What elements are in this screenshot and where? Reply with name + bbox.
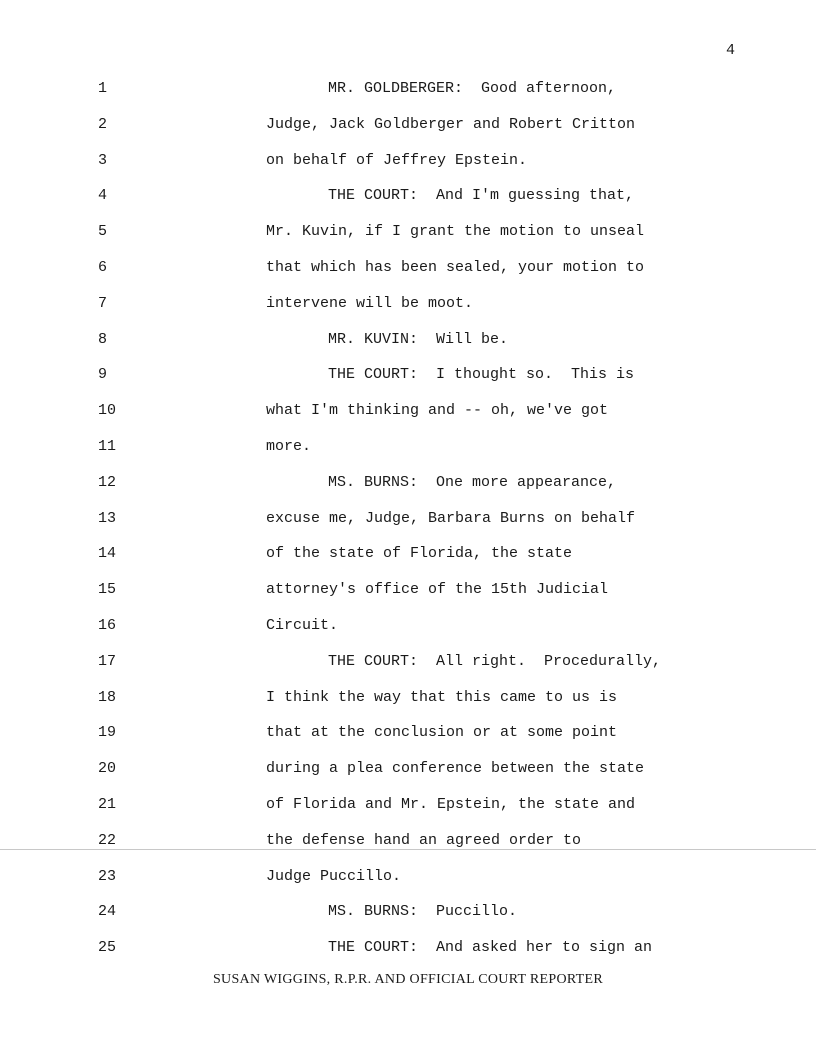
line-number: 5 [98, 223, 108, 241]
line-number: 17 [98, 652, 117, 670]
line-text: I think the way that this came to us is [266, 688, 618, 706]
line-text: THE COURT: And asked her to sign an [328, 939, 653, 957]
line-number: 7 [98, 294, 108, 312]
line-number: 23 [98, 867, 117, 885]
transcript-line [0, 796, 816, 832]
line-number: 3 [98, 151, 108, 169]
transcript-line [0, 331, 816, 367]
transcript-line [0, 438, 816, 474]
line-number: 10 [98, 402, 117, 420]
transcript-line [0, 617, 816, 653]
transcript-line [0, 474, 816, 510]
line-number: 20 [98, 760, 117, 778]
transcript-line [0, 366, 816, 402]
line-number: 13 [98, 509, 117, 527]
transcript-line [0, 868, 816, 904]
transcript-line [0, 939, 816, 975]
line-number: 21 [98, 795, 117, 813]
transcript-line [0, 152, 816, 188]
line-number: 16 [98, 616, 117, 634]
line-text: Judge Puccillo. [266, 867, 402, 885]
line-text: MR. GOLDBERGER: Good afternoon, [328, 80, 617, 97]
line-text: that at the conclusion or at some point [266, 724, 618, 742]
transcript-line [0, 223, 816, 259]
line-number: 4 [98, 187, 108, 205]
transcript-line [0, 295, 816, 331]
line-number: 25 [98, 939, 117, 957]
line-number: 15 [98, 581, 117, 599]
transcript-line [0, 903, 816, 939]
line-text: more. [266, 437, 312, 455]
line-number: 24 [98, 903, 117, 921]
line-text: what I'm thinking and -- oh, we've got [266, 402, 609, 420]
transcript-line [0, 760, 816, 796]
line-number: 9 [98, 366, 108, 384]
line-text: THE COURT: And I'm guessing that, [328, 187, 635, 205]
line-number: 2 [98, 115, 108, 133]
line-number: 22 [98, 831, 117, 849]
page-number: 4 [726, 42, 736, 59]
line-text: Mr. Kuvin, if I grant the motion to unseal [266, 223, 645, 241]
transcript-line [0, 187, 816, 223]
transcript-line [0, 653, 816, 689]
line-number: 19 [98, 724, 117, 742]
transcript-line [0, 689, 816, 725]
transcript-line [0, 116, 816, 152]
scan-divider-line [0, 849, 816, 850]
line-text: intervene will be moot. [266, 294, 474, 312]
transcript-line [0, 259, 816, 295]
line-text: on behalf of Jeffrey Epstein. [266, 151, 528, 169]
line-text: attorney's office of the 15th Judicial [266, 581, 609, 599]
transcript-line [0, 724, 816, 760]
line-text: of Florida and Mr. Epstein, the state and [266, 795, 636, 813]
line-number: 8 [98, 330, 108, 348]
transcript-line [0, 402, 816, 438]
line-text: during a plea conference between the state [266, 760, 645, 778]
line-text: that which has been sealed, your motion to [266, 258, 645, 276]
line-text: MR. KUVIN: Will be. [328, 330, 509, 348]
line-text: THE COURT: I thought so. This is [328, 366, 635, 384]
court-reporter-footer: SUSAN WIGGINS, R.P.R. AND OFFICIAL COURT REPORTER [212, 972, 604, 987]
transcript-line [0, 581, 816, 617]
line-text: MS. BURNS: One more appearance, [328, 473, 617, 491]
line-text: of the state of Florida, the state [266, 545, 573, 563]
line-number: 14 [98, 545, 117, 563]
transcript-line [0, 545, 816, 581]
line-text: excuse me, Judge, Barbara Burns on behalf [266, 509, 636, 527]
line-number: 12 [98, 473, 117, 491]
line-text: THE COURT: All right. Procedurally, [328, 652, 662, 670]
transcript-line [0, 510, 816, 546]
transcript-line [0, 80, 816, 116]
line-text: MS. BURNS: Puccillo. [328, 903, 518, 921]
line-number: 6 [98, 258, 108, 276]
line-text: Judge, Jack Goldberger and Robert Critton [266, 115, 636, 133]
transcript-body [0, 80, 816, 975]
line-text: Circuit. [266, 616, 339, 634]
line-number: 11 [98, 437, 117, 455]
line-number: 18 [98, 688, 117, 706]
line-number: 1 [98, 80, 108, 97]
line-text: the defense hand an agreed order to [266, 831, 582, 849]
